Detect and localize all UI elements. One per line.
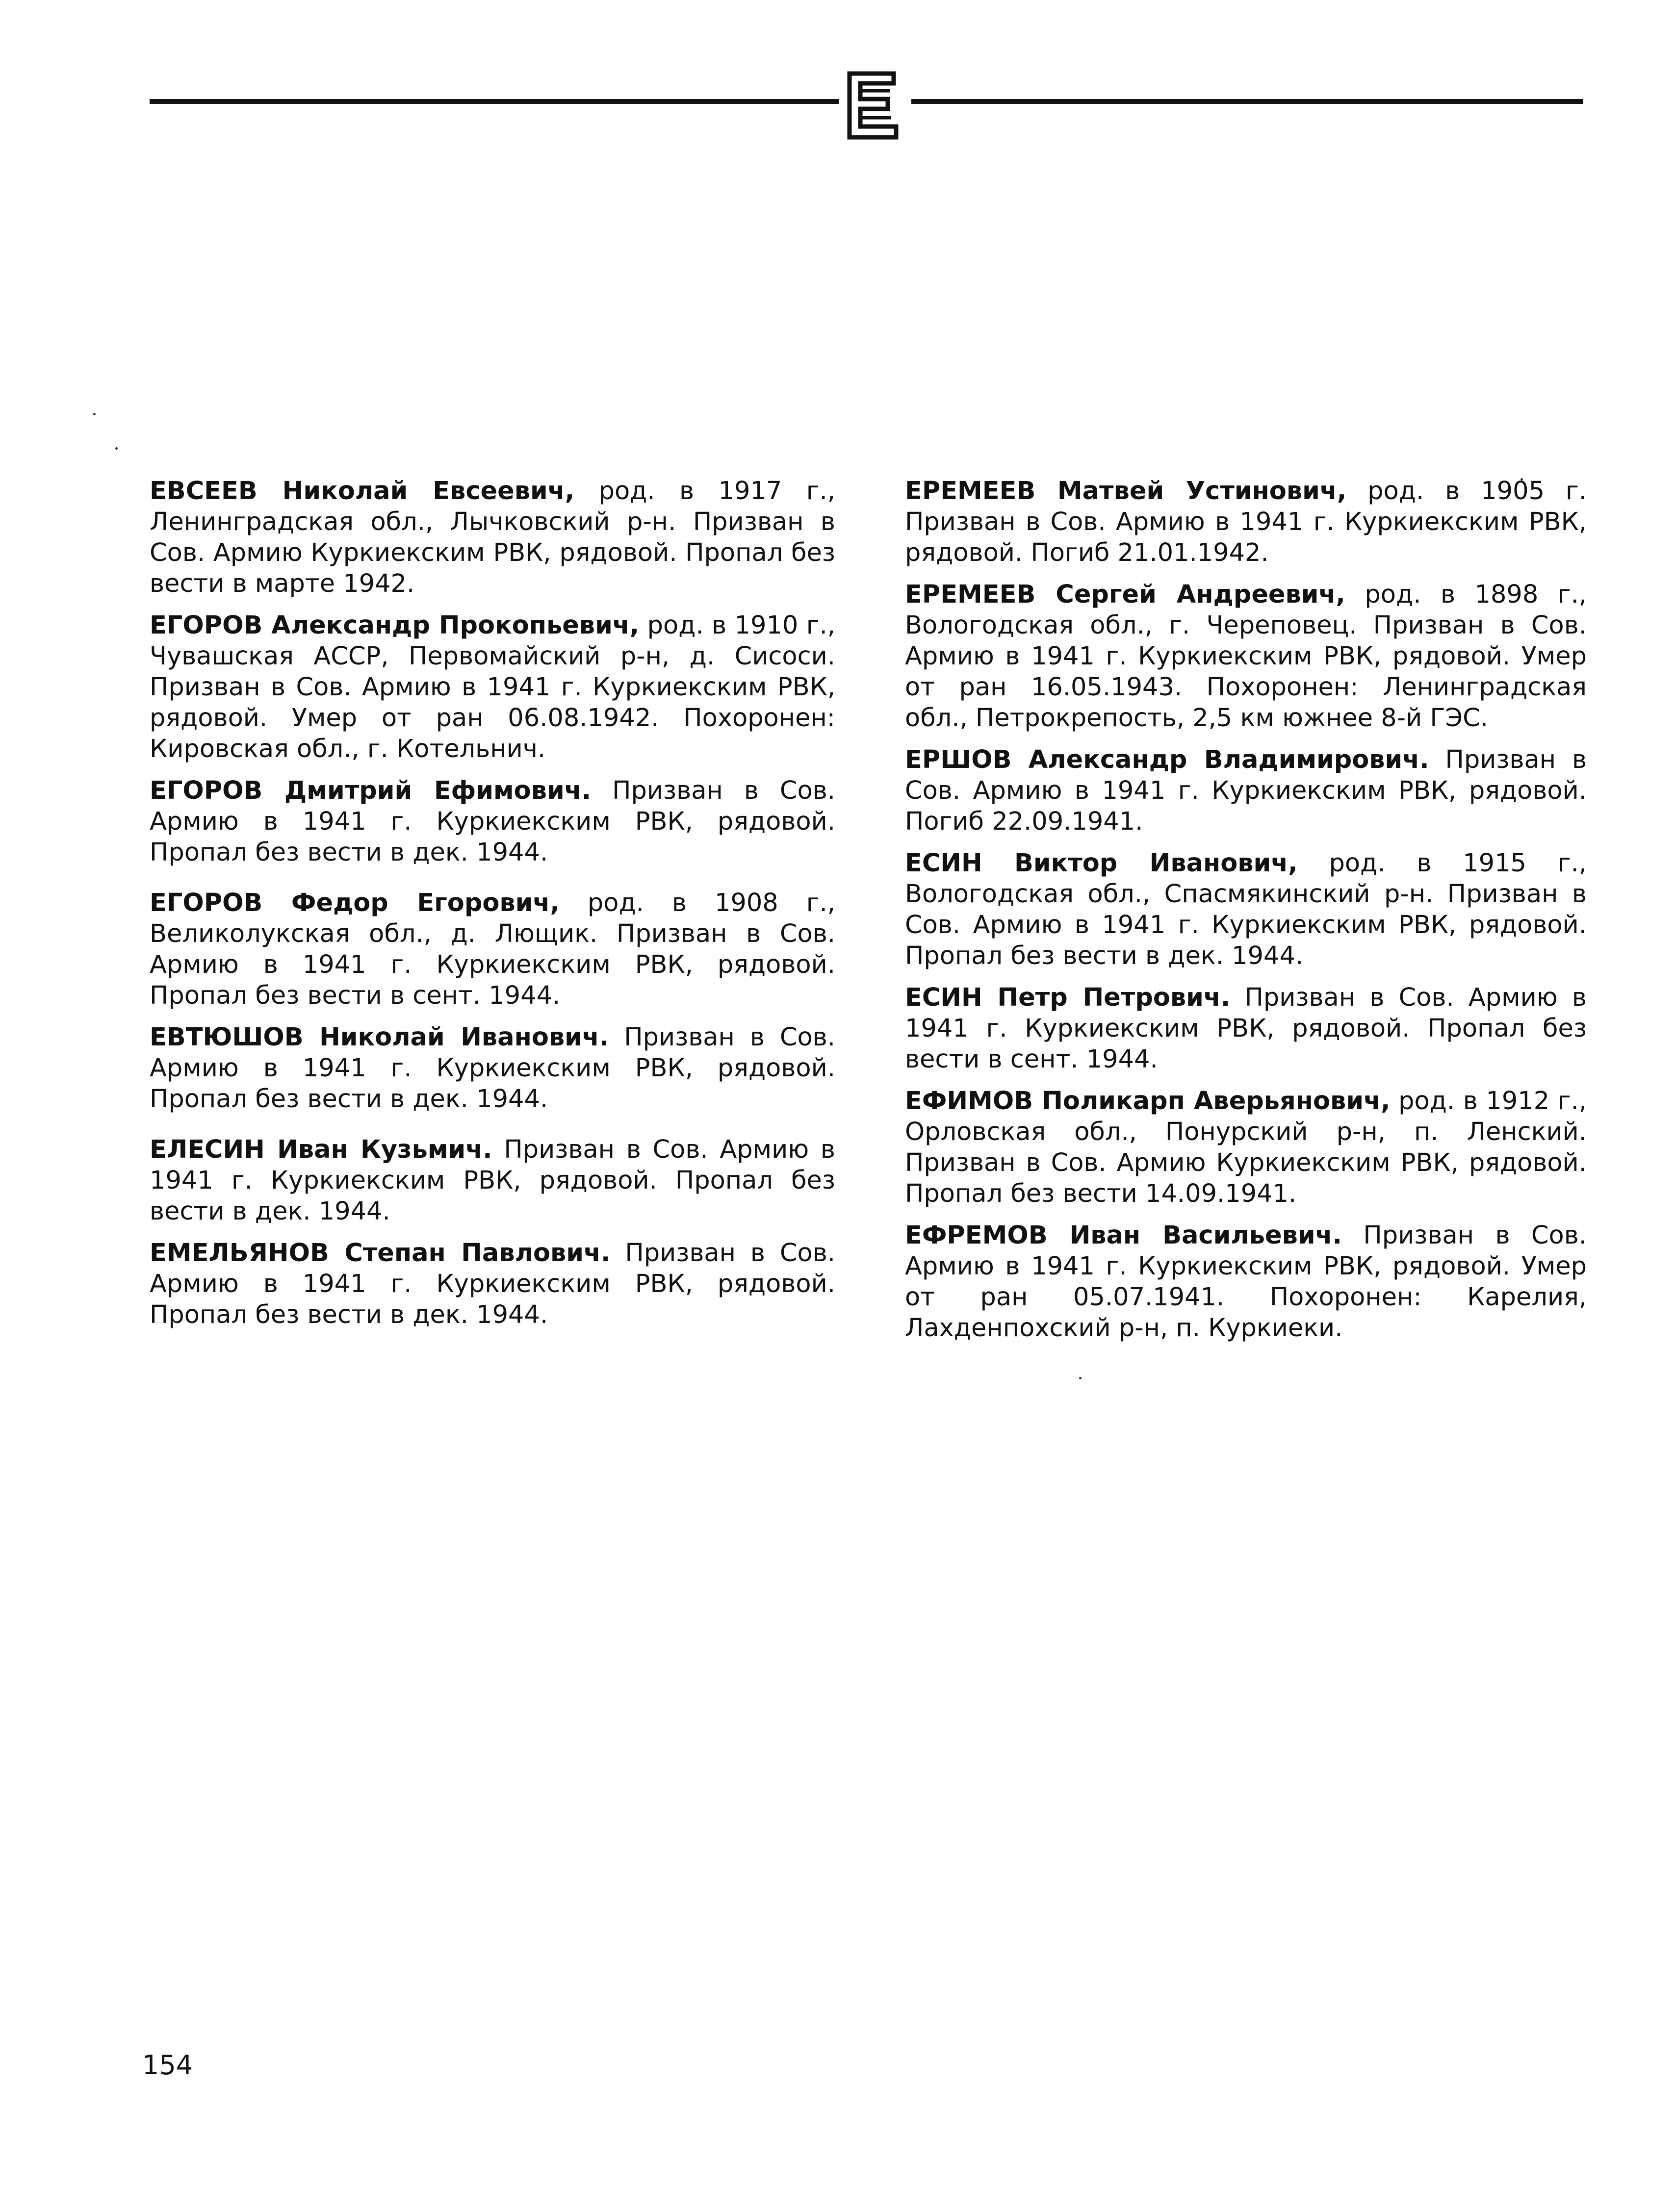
obituary-entry — [150, 1238, 835, 1330]
left-column — [150, 476, 835, 1341]
obituary-entry — [905, 982, 1587, 1075]
entry-text: Призван в Сов. Армию в 1941 г. Куркиекским РВК, рядовой. Погиб 22.09.1941. — [905, 745, 1587, 836]
obituary-entry — [905, 579, 1587, 734]
entry-name: ЕСИН Виктор Иванович, — [905, 849, 1298, 878]
obituary-entry — [905, 476, 1587, 568]
obituary-entry — [150, 888, 835, 1011]
entry-name: ЕРШОВ Александр Владимирович. — [905, 745, 1429, 774]
page-number: 154 — [142, 2050, 193, 2081]
entry-name: ЕГОРОВ Федор Егорович, — [150, 889, 560, 917]
obituary-entry — [905, 1086, 1587, 1209]
obituary-entry — [905, 848, 1587, 971]
entry-text: Призван в Сов. Армию в 1941 г. Куркиекским РВК, рядовой. Пропал без вести в дек. 1944. — [150, 1023, 835, 1114]
print-speck — [115, 447, 118, 450]
obituary-entry — [150, 1022, 835, 1115]
entry-name: ЕФРЕМОВ Иван Васильевич. — [905, 1221, 1342, 1250]
entry-text: Призван в Сов. Армию в 1941 г. Куркиекским РВК, рядовой. Пропал без вести в дек. 1944. — [150, 776, 835, 867]
print-speck — [93, 413, 96, 415]
entry-name: ЕСИН Петр Петрович. — [905, 983, 1231, 1012]
obituary-entry — [905, 1220, 1587, 1344]
entry-name: ЕРЕМЕЕВ Сергей Андреевич, — [905, 580, 1345, 609]
entry-text: род. в 1915 г., Вологодская обл., Спасмякинский р-н. Призван в Сов. Армию в 1941 г. Куркиекским РВК, рядовой. Пропал без вести в дек. 1944. — [905, 849, 1587, 970]
entry-text: род. в 1910 г., Чувашская АССР, Первомайский р-н, д. Сисоси. Призван в Сов. Армию в 1941 г. Куркиекским РВК, рядовой. Умер от ран 06.08.1942. Похоронен: Кировская обл., г. Котельнич. — [150, 611, 835, 763]
entry-text: род. в 1917 г., Ленинградская обл., Лычковский р-н. Призван в Сов. Армию Куркиекским РВК, рядовой. Пропал без вести в марте 1942. — [150, 477, 835, 598]
header-rule-left — [150, 99, 839, 104]
entry-text: Призван в Сов. Армию в 1941 г. Куркиекским РВК, рядовой. Пропал без вести в дек. 1944. — [150, 1135, 835, 1226]
obituary-entry — [150, 1134, 835, 1227]
entry-name: ЕВТЮШОВ Николай Иванович. — [150, 1023, 609, 1052]
right-column — [905, 476, 1587, 1354]
entry-name: ЕГОРОВ Александр Прокопьевич, — [150, 611, 640, 640]
entry-text: род. в 1912 г., Орловская обл., Понурский р-н, п. Ленский. Призван в Сов. Армию Куркиекским РВК, рядовой. Пропал без вести 14.09.1941. — [905, 1087, 1587, 1208]
entry-name: ЕМЕЛЬЯНОВ Степан Павлович. — [150, 1239, 611, 1268]
obituary-entry — [150, 476, 835, 599]
entry-name: ЕРЕМЕЕВ Матвей Устинович, — [905, 477, 1347, 506]
print-speck — [1079, 1377, 1082, 1379]
obituary-entry — [150, 775, 835, 868]
entry-text: Призван в Сов. Армию в 1941 г. Куркиекским РВК, рядовой. Пропал без вести в сент. 1944. — [905, 983, 1587, 1074]
header-rule-right — [911, 99, 1583, 104]
entry-name: ЕФИМОВ Поликарп Аверьянович, — [905, 1087, 1391, 1116]
entry-text: род. в 1908 г., Великолукская обл., д. Лющик. Призван в Сов. Армию в 1941 г. Куркиекским РВК, рядовой. Пропал без вести в сент. 1944. — [150, 889, 835, 1010]
section-letter-emblem — [845, 69, 903, 142]
entry-name: ЕЛЕСИН Иван Кузьмич. — [150, 1135, 492, 1164]
entry-text: род. в 1898 г., Вологодская обл., г. Череповец. Призван в Сов. Армию в 1941 г. Куркиекским РВК, рядовой. Умер от ран 16.05.1943. Похоронен: Ленинградская обл., Петрокрепость, 2,5 км южнее 8-й ГЭС. — [905, 580, 1587, 733]
entry-text: Призван в Сов. Армию в 1941 г. Куркиекским РВК, рядовой. Умер от ран 05.07.1941. Похоронен: Карелия, Лахденпохский р-н, п. Куркиеки. — [905, 1221, 1587, 1343]
entry-name: ЕВСЕЕВ Николай Евсеевич, — [150, 477, 575, 506]
obituary-entry — [905, 744, 1587, 837]
entry-text: род. в 1905 г. Призван в Сов. Армию в 1941 г. Куркиекским РВК, рядовой. Погиб 21.01.1942. — [905, 477, 1587, 567]
obituary-entry — [150, 610, 835, 764]
entry-name: ЕГОРОВ Дмитрий Ефимович. — [150, 776, 592, 805]
entry-text: Призван в Сов. Армию в 1941 г. Куркиекским РВК, рядовой. Пропал без вести в дек. 1944. — [150, 1239, 835, 1329]
